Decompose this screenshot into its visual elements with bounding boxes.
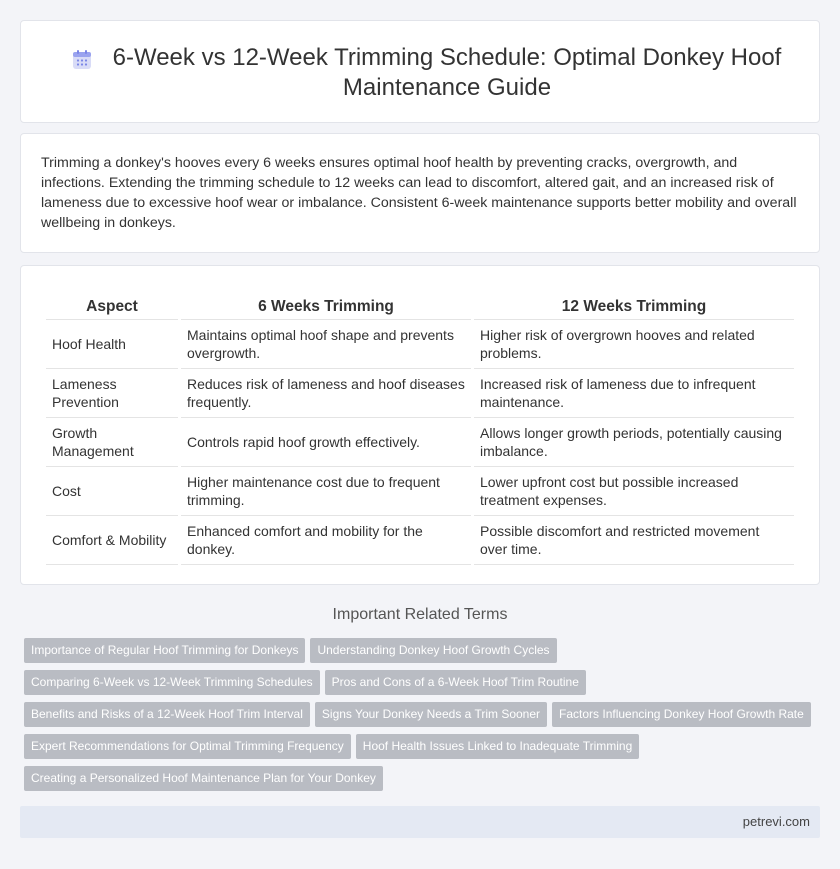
row-12-weeks: Increased risk of lameness due to infrequent maintenance. <box>473 369 796 418</box>
related-terms-heading: Important Related Terms <box>332 606 508 623</box>
table-row <box>45 320 796 369</box>
row-aspect: Lameness Prevention <box>45 369 180 418</box>
row-6-weeks: Reduces risk of lameness and hoof diseases frequently. <box>180 369 473 418</box>
row-6-weeks: Controls rapid hoof growth effectively. <box>180 418 473 467</box>
table-row <box>45 467 796 516</box>
related-term-tag[interactable]: Expert Recommendations for Optimal Trimming Frequency <box>24 734 351 759</box>
row-12-weeks: Allows longer growth periods, potentially causing imbalance. <box>473 418 796 467</box>
header-12-weeks: 12 Weeks Trimming <box>473 294 796 320</box>
header-6-weeks: 6 Weeks Trimming <box>180 294 473 320</box>
table-row <box>45 418 796 467</box>
row-6-weeks: Maintains optimal hoof shape and prevents overgrowth. <box>180 320 473 369</box>
row-6-weeks: Enhanced comfort and mobility for the donkey. <box>180 516 473 565</box>
row-aspect: Cost <box>45 467 180 516</box>
table-row <box>45 369 796 418</box>
table-header-row <box>45 294 796 320</box>
related-term-tag[interactable]: Factors Influencing Donkey Hoof Growth Rate <box>552 702 811 727</box>
row-aspect: Hoof Health <box>45 320 180 369</box>
title-card <box>20 20 820 123</box>
related-term-tag[interactable]: Understanding Donkey Hoof Growth Cycles <box>310 638 556 663</box>
table-row <box>45 516 796 565</box>
comparison-table <box>43 294 797 565</box>
row-12-weeks: Lower upfront cost but possible increased treatment expenses. <box>473 467 796 516</box>
row-6-weeks: Higher maintenance cost due to frequent trimming. <box>180 467 473 516</box>
related-term-tag[interactable]: Hoof Health Issues Linked to Inadequate Trimming <box>356 734 639 759</box>
row-12-weeks: Possible discomfort and restricted movement over time. <box>473 516 796 565</box>
intro-card <box>20 133 820 253</box>
related-term-tag[interactable]: Creating a Personalized Hoof Maintenance Plan for Your Donkey <box>24 766 383 791</box>
related-term-tag[interactable]: Pros and Cons of a 6-Week Hoof Trim Routine <box>325 670 586 695</box>
comparison-table-card <box>20 265 820 585</box>
footer <box>20 806 820 838</box>
footer-site-link[interactable]: petrevi.com <box>742 814 810 829</box>
related-term-tag[interactable]: Benefits and Risks of a 12-Week Hoof Trim Interval <box>24 702 310 727</box>
related-term-tag[interactable]: Signs Your Donkey Needs a Trim Sooner <box>315 702 547 727</box>
row-12-weeks: Higher risk of overgrown hooves and related problems. <box>473 320 796 369</box>
page-title: 6-Week vs 12-Week Trimming Schedule: Optimal Donkey Hoof Maintenance Guide <box>112 44 782 101</box>
related-term-tag[interactable]: Comparing 6-Week vs 12-Week Trimming Schedules <box>24 670 320 695</box>
related-term-tag[interactable]: Importance of Regular Hoof Trimming for Donkeys <box>24 638 305 663</box>
header-aspect: Aspect <box>45 294 180 320</box>
row-aspect: Growth Management <box>45 418 180 467</box>
related-terms-list <box>24 638 824 798</box>
intro-text: Trimming a donkey's hooves every 6 weeks ensures optimal hoof health by preventing cracks, overgrowth, and infections. Extending the trimming schedule to 12 weeks can lead to discomfort, altered gait, and an increased risk of lameness due to excessive hoof wear or imbalance. Consistent 6-week maintenance supports better mobility and overall wellbeing in donkeys. <box>41 155 797 231</box>
row-aspect: Comfort & Mobility <box>45 516 180 565</box>
